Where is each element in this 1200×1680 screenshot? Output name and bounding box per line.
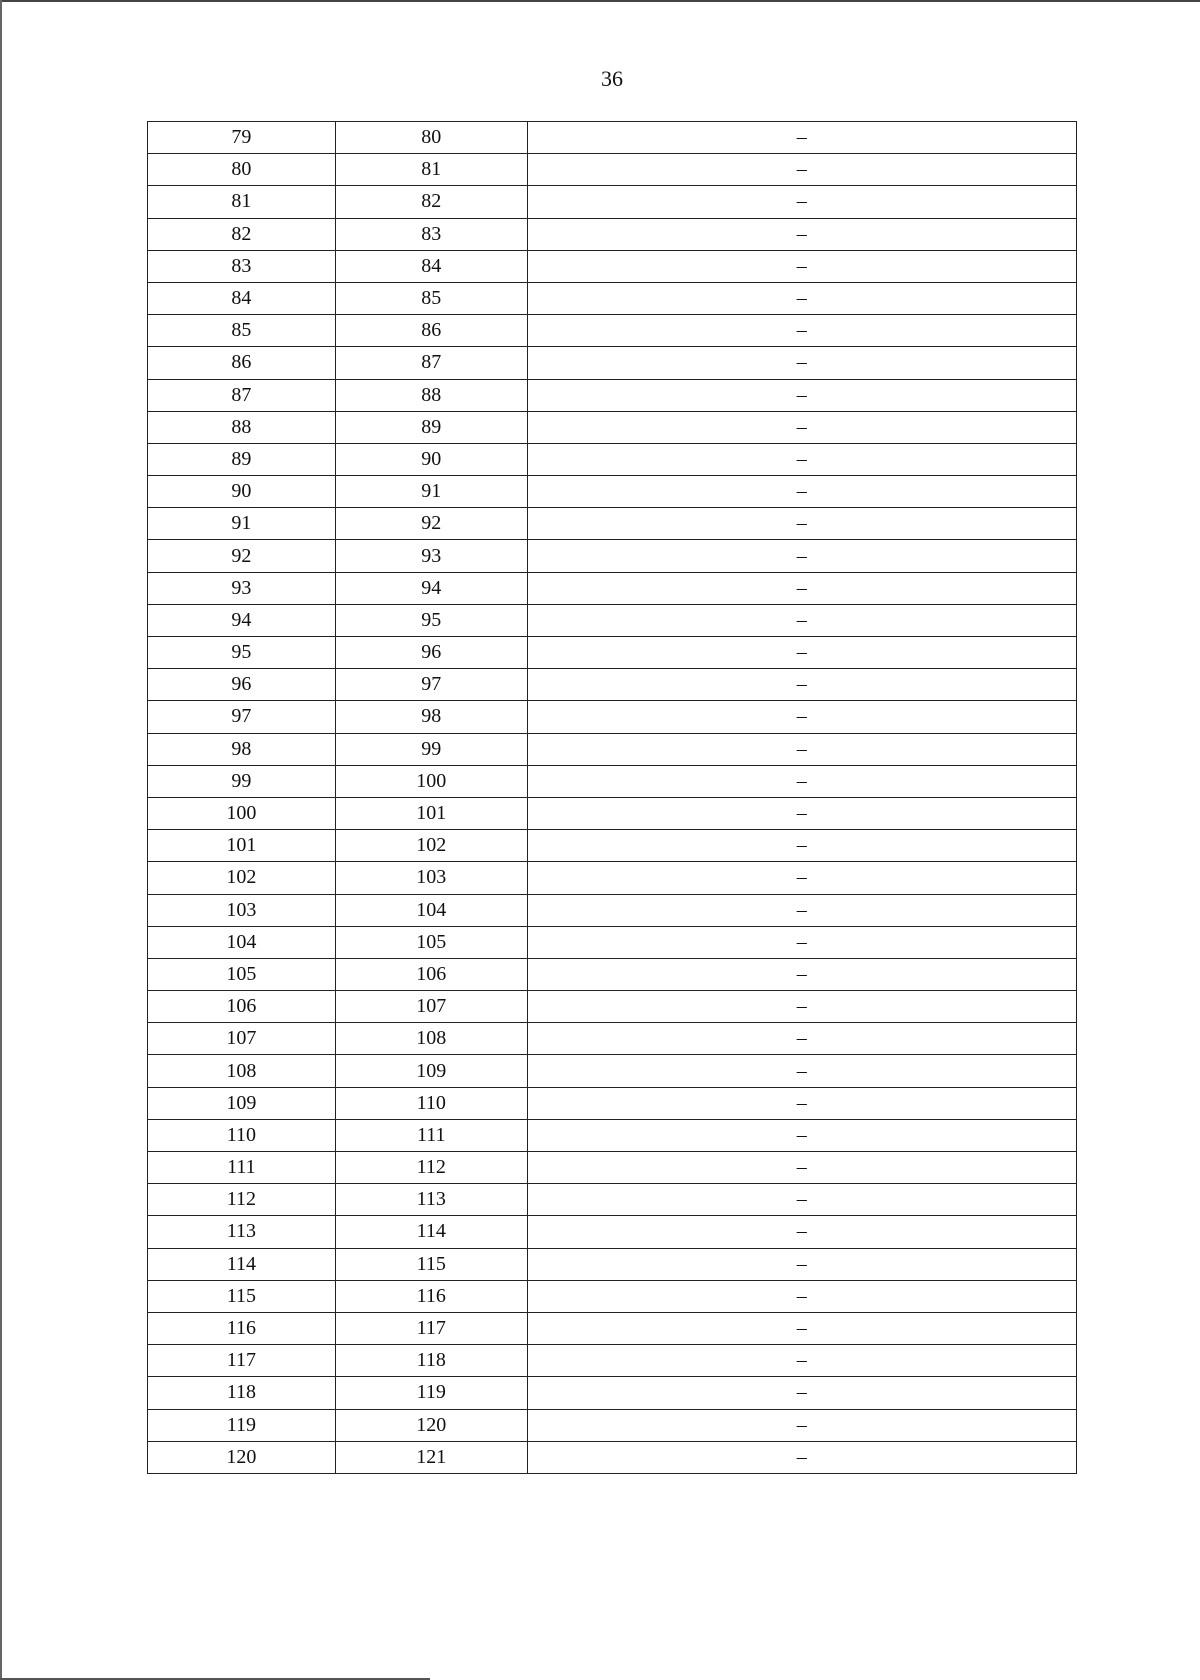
table-cell-col2: 105 bbox=[335, 926, 527, 958]
table-cell-col3: – bbox=[527, 1152, 1076, 1184]
table-row bbox=[148, 765, 1077, 797]
table-cell-col1: 108 bbox=[148, 1055, 336, 1087]
table-cell-col1: 80 bbox=[148, 154, 336, 186]
table-cell-col1: 107 bbox=[148, 1023, 336, 1055]
table-cell-col2: 108 bbox=[335, 1023, 527, 1055]
table-row bbox=[148, 604, 1077, 636]
table-row bbox=[148, 315, 1077, 347]
table-cell-col2: 96 bbox=[335, 637, 527, 669]
table-cell-col3: – bbox=[527, 443, 1076, 475]
table-cell-col1: 116 bbox=[148, 1312, 336, 1344]
table-row bbox=[148, 411, 1077, 443]
table-cell-col2: 81 bbox=[335, 154, 527, 186]
table-cell-col1: 92 bbox=[148, 540, 336, 572]
table-cell-col2: 118 bbox=[335, 1345, 527, 1377]
table-cell-col3: – bbox=[527, 958, 1076, 990]
table-cell-col2: 87 bbox=[335, 347, 527, 379]
table-cell-col2: 83 bbox=[335, 218, 527, 250]
table-row bbox=[148, 1023, 1077, 1055]
table-cell-col1: 91 bbox=[148, 508, 336, 540]
table-row bbox=[148, 958, 1077, 990]
table-cell-col3: – bbox=[527, 894, 1076, 926]
table-cell-col3: – bbox=[527, 1312, 1076, 1344]
table-cell-col1: 87 bbox=[148, 379, 336, 411]
table-cell-col1: 112 bbox=[148, 1184, 336, 1216]
table-cell-col1: 111 bbox=[148, 1152, 336, 1184]
table-cell-col2: 93 bbox=[335, 540, 527, 572]
table-cell-col1: 118 bbox=[148, 1377, 336, 1409]
table-cell-col3: – bbox=[527, 379, 1076, 411]
table-cell-col3: – bbox=[527, 637, 1076, 669]
table-cell-col2: 107 bbox=[335, 991, 527, 1023]
table-cell-col2: 119 bbox=[335, 1377, 527, 1409]
table-cell-col3: – bbox=[527, 797, 1076, 829]
table-row bbox=[148, 122, 1077, 154]
table-cell-col3: – bbox=[527, 218, 1076, 250]
table-row bbox=[148, 1248, 1077, 1280]
table-cell-col2: 115 bbox=[335, 1248, 527, 1280]
table-cell-col2: 106 bbox=[335, 958, 527, 990]
table-row bbox=[148, 1184, 1077, 1216]
table-row bbox=[148, 830, 1077, 862]
table-cell-col2: 88 bbox=[335, 379, 527, 411]
table-cell-col2: 103 bbox=[335, 862, 527, 894]
table-cell-col1: 93 bbox=[148, 572, 336, 604]
table-cell-col3: – bbox=[527, 1055, 1076, 1087]
table-row bbox=[148, 282, 1077, 314]
table-cell-col1: 104 bbox=[148, 926, 336, 958]
table-cell-col3: – bbox=[527, 476, 1076, 508]
table-cell-col2: 84 bbox=[335, 250, 527, 282]
table-row bbox=[148, 1119, 1077, 1151]
table-cell-col3: – bbox=[527, 765, 1076, 797]
table-row bbox=[148, 1280, 1077, 1312]
table-cell-col1: 106 bbox=[148, 991, 336, 1023]
table-row bbox=[148, 218, 1077, 250]
table-cell-col2: 114 bbox=[335, 1216, 527, 1248]
table-cell-col2: 120 bbox=[335, 1409, 527, 1441]
table-row bbox=[148, 379, 1077, 411]
table-cell-col3: – bbox=[527, 926, 1076, 958]
table-cell-col1: 98 bbox=[148, 733, 336, 765]
table-row bbox=[148, 1152, 1077, 1184]
table-row bbox=[148, 637, 1077, 669]
table-cell-col3: – bbox=[527, 572, 1076, 604]
table-row bbox=[148, 1087, 1077, 1119]
table-cell-col1: 95 bbox=[148, 637, 336, 669]
table-cell-col1: 105 bbox=[148, 958, 336, 990]
table-cell-col1: 96 bbox=[148, 669, 336, 701]
table-cell-col1: 99 bbox=[148, 765, 336, 797]
table-cell-col1: 83 bbox=[148, 250, 336, 282]
table-cell-col1: 79 bbox=[148, 122, 336, 154]
table-cell-col1: 109 bbox=[148, 1087, 336, 1119]
table-cell-col2: 80 bbox=[335, 122, 527, 154]
table-cell-col1: 110 bbox=[148, 1119, 336, 1151]
table-cell-col1: 88 bbox=[148, 411, 336, 443]
table-cell-col3: – bbox=[527, 154, 1076, 186]
table-row bbox=[148, 862, 1077, 894]
table-row bbox=[148, 1409, 1077, 1441]
table-cell-col2: 116 bbox=[335, 1280, 527, 1312]
table-cell-col3: – bbox=[527, 1216, 1076, 1248]
table-cell-col3: – bbox=[527, 1409, 1076, 1441]
table-cell-col2: 109 bbox=[335, 1055, 527, 1087]
table-cell-col1: 114 bbox=[148, 1248, 336, 1280]
table-cell-col3: – bbox=[527, 604, 1076, 636]
table-cell-col3: – bbox=[527, 250, 1076, 282]
table-cell-col1: 115 bbox=[148, 1280, 336, 1312]
table-cell-col2: 97 bbox=[335, 669, 527, 701]
table-cell-col3: – bbox=[527, 830, 1076, 862]
table-row bbox=[148, 701, 1077, 733]
table-row bbox=[148, 669, 1077, 701]
table-row bbox=[148, 1055, 1077, 1087]
table-row bbox=[148, 926, 1077, 958]
table-cell-col1: 120 bbox=[148, 1441, 336, 1473]
table-cell-col1: 119 bbox=[148, 1409, 336, 1441]
table-cell-col3: – bbox=[527, 1377, 1076, 1409]
table-cell-col2: 104 bbox=[335, 894, 527, 926]
table-cell-col3: – bbox=[527, 315, 1076, 347]
table-cell-col2: 91 bbox=[335, 476, 527, 508]
table-row bbox=[148, 797, 1077, 829]
table-body bbox=[148, 122, 1077, 1474]
table-cell-col3: – bbox=[527, 347, 1076, 379]
table-cell-col3: – bbox=[527, 669, 1076, 701]
table-cell-col2: 121 bbox=[335, 1441, 527, 1473]
table-row bbox=[148, 1312, 1077, 1344]
table-cell-col2: 110 bbox=[335, 1087, 527, 1119]
table-row bbox=[148, 476, 1077, 508]
table-cell-col2: 111 bbox=[335, 1119, 527, 1151]
table-cell-col2: 95 bbox=[335, 604, 527, 636]
table-row bbox=[148, 991, 1077, 1023]
table-cell-col1: 97 bbox=[148, 701, 336, 733]
table-cell-col2: 86 bbox=[335, 315, 527, 347]
table-row bbox=[148, 443, 1077, 475]
table-cell-col2: 101 bbox=[335, 797, 527, 829]
table-row bbox=[148, 572, 1077, 604]
table-cell-col3: – bbox=[527, 1119, 1076, 1151]
table-row bbox=[148, 508, 1077, 540]
table-cell-col3: – bbox=[527, 122, 1076, 154]
table-cell-col2: 94 bbox=[335, 572, 527, 604]
table-cell-col3: – bbox=[527, 411, 1076, 443]
table-cell-col1: 84 bbox=[148, 282, 336, 314]
table-row bbox=[148, 347, 1077, 379]
table-cell-col3: – bbox=[527, 1280, 1076, 1312]
table-cell-col1: 102 bbox=[148, 862, 336, 894]
table-cell-col3: – bbox=[527, 282, 1076, 314]
table-cell-col2: 90 bbox=[335, 443, 527, 475]
table-cell-col1: 85 bbox=[148, 315, 336, 347]
table-cell-col2: 89 bbox=[335, 411, 527, 443]
table-cell-col1: 94 bbox=[148, 604, 336, 636]
table-row bbox=[148, 186, 1077, 218]
table-row bbox=[148, 540, 1077, 572]
table-cell-col1: 103 bbox=[148, 894, 336, 926]
table-cell-col1: 113 bbox=[148, 1216, 336, 1248]
table-cell-col3: – bbox=[527, 701, 1076, 733]
table-row bbox=[148, 733, 1077, 765]
table-cell-col3: – bbox=[527, 1345, 1076, 1377]
table-cell-col1: 101 bbox=[148, 830, 336, 862]
table-row bbox=[148, 154, 1077, 186]
table-cell-col2: 102 bbox=[335, 830, 527, 862]
table-cell-col1: 86 bbox=[148, 347, 336, 379]
table-cell-col3: – bbox=[527, 1023, 1076, 1055]
table-cell-col1: 100 bbox=[148, 797, 336, 829]
table-cell-col2: 113 bbox=[335, 1184, 527, 1216]
table-cell-col2: 117 bbox=[335, 1312, 527, 1344]
table-cell-col3: – bbox=[527, 1087, 1076, 1119]
table-cell-col2: 82 bbox=[335, 186, 527, 218]
table-cell-col3: – bbox=[527, 733, 1076, 765]
table-cell-col1: 117 bbox=[148, 1345, 336, 1377]
table-cell-col3: – bbox=[527, 862, 1076, 894]
table-cell-col1: 90 bbox=[148, 476, 336, 508]
table-cell-col2: 99 bbox=[335, 733, 527, 765]
table-row bbox=[148, 1441, 1077, 1473]
table-cell-col1: 89 bbox=[148, 443, 336, 475]
table-cell-col3: – bbox=[527, 991, 1076, 1023]
table-cell-col3: – bbox=[527, 186, 1076, 218]
table-cell-col2: 85 bbox=[335, 282, 527, 314]
table-cell-col3: – bbox=[527, 1441, 1076, 1473]
table-row bbox=[148, 1377, 1077, 1409]
table-row bbox=[148, 1216, 1077, 1248]
page-number: 36 bbox=[601, 66, 623, 91]
table-cell-col3: – bbox=[527, 540, 1076, 572]
table-row bbox=[148, 250, 1077, 282]
table-cell-col3: – bbox=[527, 1184, 1076, 1216]
table-row bbox=[148, 1345, 1077, 1377]
table-cell-col1: 81 bbox=[148, 186, 336, 218]
scan-edge-left bbox=[0, 0, 2, 1680]
table-cell-col2: 112 bbox=[335, 1152, 527, 1184]
scan-edge-top bbox=[0, 0, 1200, 2]
table-cell-col2: 98 bbox=[335, 701, 527, 733]
table-cell-col1: 82 bbox=[148, 218, 336, 250]
table-cell-col3: – bbox=[527, 508, 1076, 540]
table-cell-col2: 92 bbox=[335, 508, 527, 540]
table-cell-col2: 100 bbox=[335, 765, 527, 797]
table-row bbox=[148, 894, 1077, 926]
table-cell-col3: – bbox=[527, 1248, 1076, 1280]
data-table bbox=[147, 121, 1077, 1474]
